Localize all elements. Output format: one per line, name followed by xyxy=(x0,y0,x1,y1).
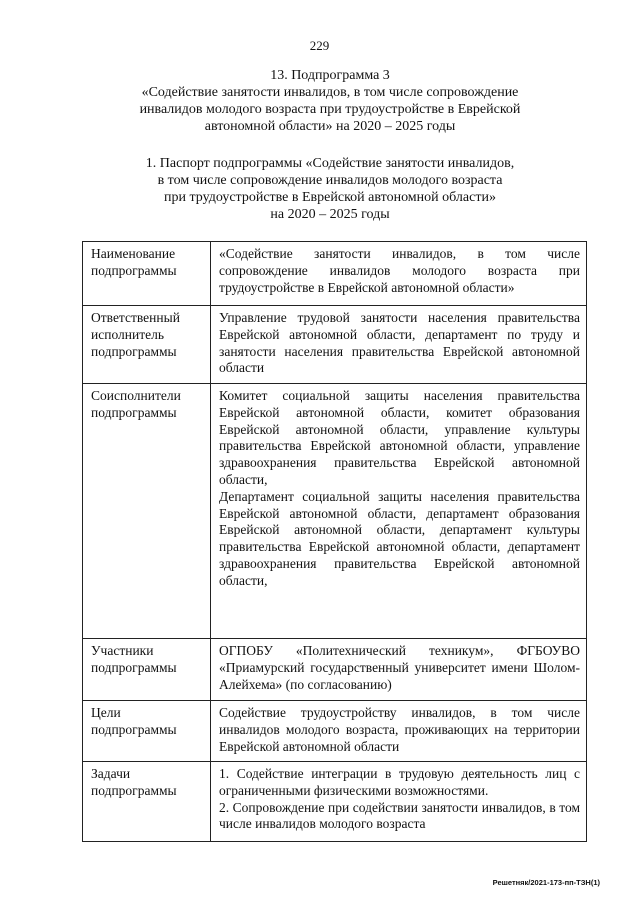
table-row xyxy=(83,762,587,842)
row-label-co-executors: Соисполнители подпрограммы xyxy=(83,384,211,639)
row-value-participants: ОГПОБУ «Политехнический техникум», ФГБОУВО «Приамурский государственный университет имени Шолом-Алейхема» (по согласованию) xyxy=(211,639,587,701)
table-row xyxy=(83,242,587,306)
heading-line-3: при трудоустройстве в Еврейской автономной области» xyxy=(164,190,496,205)
passport-heading xyxy=(110,155,550,223)
heading-line-2: в том числе сопровождение инвалидов молодого возраста xyxy=(157,173,503,188)
row-label-participants: Участники подпрограммы xyxy=(83,639,211,701)
row-value-goals: Содействие трудоустройству инвалидов, в том числе инвалидов молодого возраста, проживающих на территории Еврейской автономной области xyxy=(211,701,587,762)
row-value-name: «Содействие занятости инвалидов, в том числе сопровождение инвалидов молодого возраста при трудоустройстве в Еврейской автономной области» xyxy=(211,242,587,306)
co-executors-paragraph-2: Департамент социальной защиты населения правительства Еврейской автономной области, департамент образования Еврейской автономной области, департамент культуры правительства Еврейской автономной области, департамент здравоохранения правительства Еврейской автономной области, xyxy=(219,488,580,588)
row-value-tasks xyxy=(211,762,587,842)
table-row xyxy=(83,384,587,639)
heading-line-1: 1. Паспорт подпрограммы «Содействие занятости инвалидов, xyxy=(145,156,515,171)
row-label-tasks: Задачи подпрограммы xyxy=(83,762,211,842)
co-executors-paragraph-1: Комитет социальной защиты населения правительства Еврейской автономной области, комитет образования Еврейской автономной области, управление культуры правительства Еврейской автономной области, управление здравоохранения правительства Еврейской автономной области, xyxy=(219,388,580,487)
table-row xyxy=(83,701,587,762)
title-line-4: автономной области» на 2020 – 2025 годы xyxy=(204,119,456,134)
row-value-co-executors xyxy=(211,384,587,639)
row-label-name: Наименование подпрограммы xyxy=(83,242,211,306)
table-row xyxy=(83,639,587,701)
table-row xyxy=(83,306,587,384)
tasks-item-1: 1. Содействие интеграции в трудовую деятельность лиц с ограниченными физическими возможностями. xyxy=(219,766,580,798)
row-label-responsible: Ответственный исполнитель подпрограммы xyxy=(83,306,211,384)
document-code: Решетняк/2021-173-пп-ТЗН(1) xyxy=(492,878,600,887)
title-line-3: инвалидов молодого возраста при трудоустройстве в Еврейской xyxy=(139,102,521,117)
tasks-item-2: 2. Сопровождение при содействии занятости инвалидов, в том числе инвалидов молодого возраста xyxy=(219,799,580,832)
title-line-1: 13. Подпрограмма 3 xyxy=(270,68,390,83)
row-value-responsible: Управление трудовой занятости населения правительства Еврейской автономной области, департамент по труду и занятости населения правительства Еврейской автономной области xyxy=(211,306,587,384)
passport-table xyxy=(82,241,587,842)
subprogram-title xyxy=(100,67,560,135)
heading-line-4: на 2020 – 2025 годы xyxy=(270,207,390,222)
page-number: 229 xyxy=(309,38,330,53)
title-line-2: «Содействие занятости инвалидов, в том числе сопровождение xyxy=(141,85,519,100)
row-label-goals: Цели подпрограммы xyxy=(83,701,211,762)
